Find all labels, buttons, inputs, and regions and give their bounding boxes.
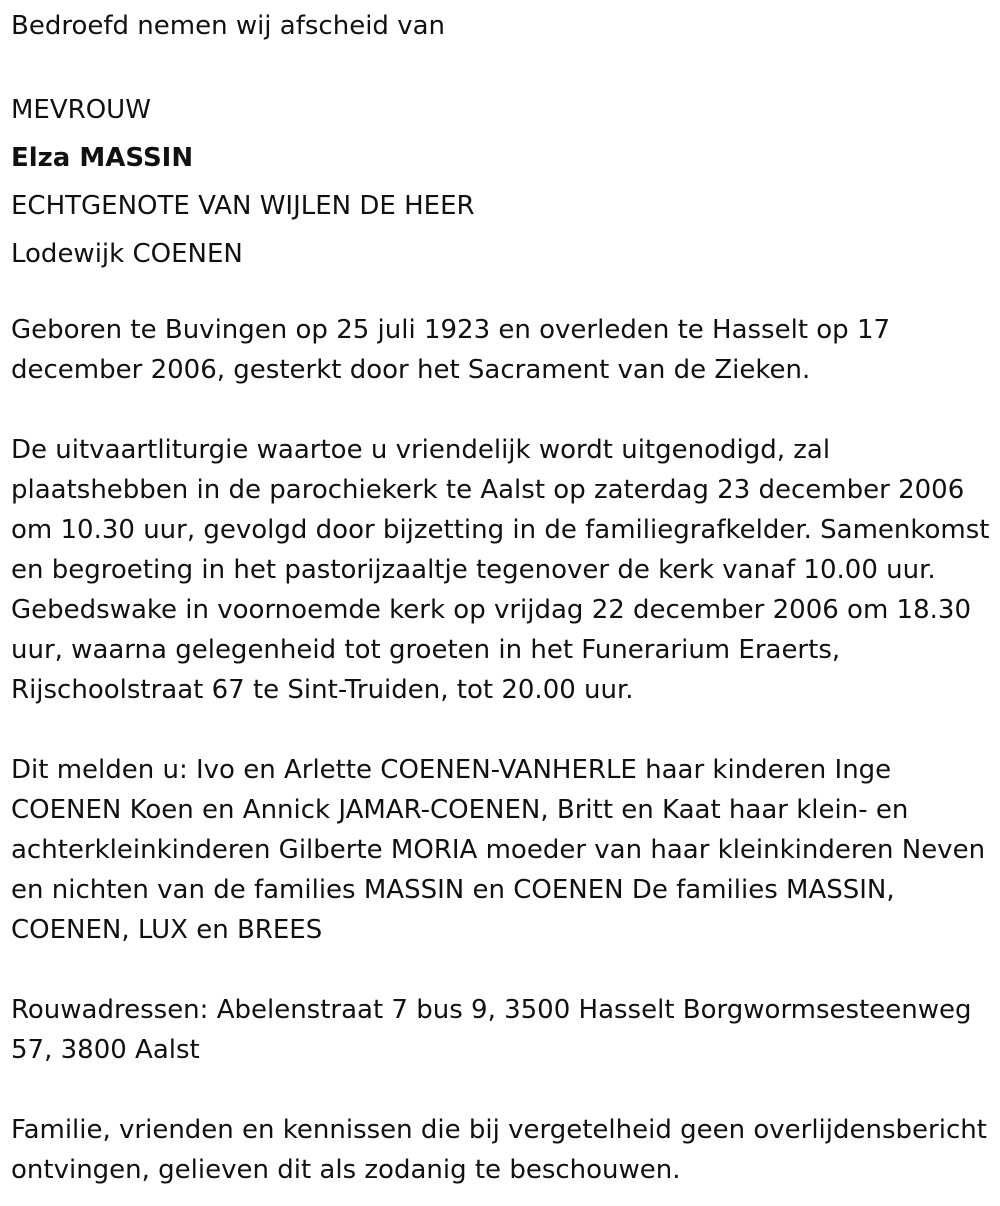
family-paragraph: Dit melden u: Ivo en Arlette COENEN-VANHERLE haar kinderen Inge COENEN Koen en Annick JAMAR-COENEN, Britt en Kaat haar klein- en achterkleinkinderen Gilberte MORIA moeder van haar kleinkinderen Neven en nichten van de families MASSIN en COENEN De families MASSIN, COENEN, LUX en BREES bbox=[11, 755, 986, 945]
birth-death-paragraph: Geboren te Buvingen op 25 juli 1923 en overleden te Hasselt op 17 december 2006, gesterkt door het Sacrament van de Zieken. bbox=[11, 315, 891, 385]
spouse-name: Lodewijk COENEN bbox=[11, 239, 243, 269]
deceased-name: Elza MASSIN bbox=[11, 143, 194, 173]
funeral-details-paragraph: De uitvaartliturgie waartoe u vriendelijk wordt uitgenodigd, zal plaatshebben in de parochiekerk te Aalst op zaterdag 23 december 2006 om 10.30 uur, gevolgd door bijzetting in de familiegrafkelder. Samenkomst en begroeting in het pastorijzaaltje tegenover de kerk vanaf 10.00 uur. Gebedswake in voornoemde kerk op vrijdag 22 december 2006 om 18.30 uur, waarna gelegenheid tot groeten in het Funerarium Eraerts, Rijschoolstraat 67 te Sint-Truiden, tot 20.00 uur. bbox=[11, 435, 990, 705]
relation-label: ECHTGENOTE VAN WIJLEN DE HEER bbox=[11, 191, 475, 221]
intro-text: Bedroefd nemen wij afscheid van bbox=[11, 11, 445, 41]
addresses-paragraph: Rouwadressen: Abelenstraat 7 bus 9, 3500 Hasselt Borgwormsesteenweg 57, 3800 Aalst bbox=[11, 995, 972, 1065]
title-prefix: MEVROUW bbox=[11, 95, 151, 125]
closing-paragraph: Familie, vrienden en kennissen die bij vergetelheid geen overlijdensbericht ontvingen, gelieven dit als zodanig te beschouwen. bbox=[11, 1115, 987, 1185]
deceased-details bbox=[11, 86, 990, 278]
